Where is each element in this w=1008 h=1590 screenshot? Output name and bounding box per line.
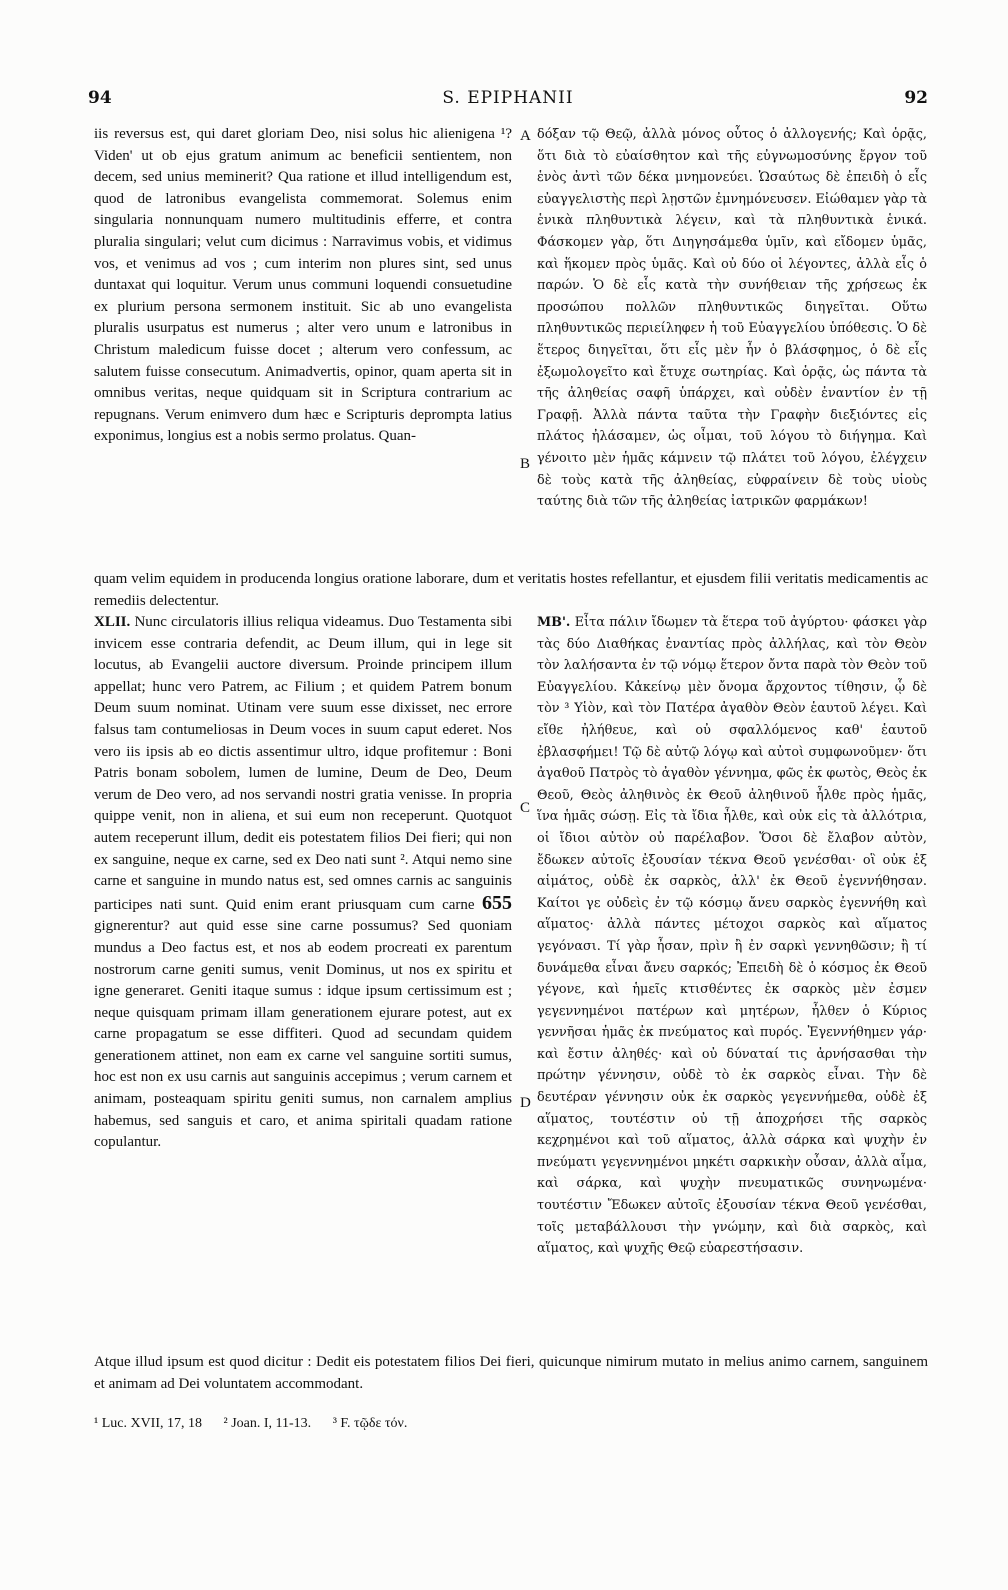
latin-paragraph-2 bbox=[94, 612, 512, 1154]
latin-paragraph: iis reversus est, qui daret gloriam Deo, nisi solus hic alienigena ¹? Viden' ut ob ejus gratum animum ac beneficii sentientem, non decem, sed unius meminerit? Qua ratione et illud intelligendum est, quod de latronibus evangelista commemorat. Solemus enim singularia nonnunquam numero multitudinis efferre, et contra pluralia singulari; velut cum dicimus : Narravimus vobis, et vidimus vos, et venimus ad vos ; cum interim non plures sint, sed unus duntaxat qui loquitur. Verum unus communi loquendi consuetudine ex plurium persona sermonem instituit. Sic ab uno evangelista pluralis usurpatus est numerus ; alter vero unum e latronibus in Christum maledicum fuisse docet ; alterum vero confessum, ac salutem fuisse consecutum. Animadvertis, opinor, quam aperta sit in omnibus veritas, neque quidquam sit in Scriptura contrarium ac repugnans. Verum enimvero dum hæc e Scripturis deprompta latius exponimus, longius est a nobis sermo prolatus. Quan- bbox=[94, 126, 512, 445]
section-number-greek: ΜΒ'. bbox=[537, 615, 571, 630]
latin-column-2 bbox=[94, 612, 512, 1154]
greek-paragraph-2 bbox=[537, 612, 927, 1260]
latin-spanning-line-2: Atque illud ipsum est quod dicitur : Dedit eis potestatem filios Dei fieri, quicunque nimirum mutato in melius animo carnem, sanguinem et animam ad Dei voluntatem accommodant. bbox=[94, 1354, 928, 1392]
footnote-2: ² Joan. I, 11-13. bbox=[223, 1416, 312, 1431]
margin-marker-a: A bbox=[520, 128, 531, 144]
greek-column-2 bbox=[537, 612, 927, 1260]
footnote-1: ¹ Luc. XVII, 17, 18 bbox=[94, 1416, 203, 1431]
section-number-latin: XLII. bbox=[94, 614, 131, 630]
margin-marker-b: B bbox=[520, 456, 531, 472]
page-number-right: 92 bbox=[904, 88, 928, 108]
latin-column-1 bbox=[94, 124, 512, 448]
latin-spanning-line-1: quam velim equidem in producenda longius oratione laborare, dum et veritatis hostes refellantur, et ejusdem filii veritatis medicamentis ac remediis delectentur. bbox=[94, 571, 928, 609]
column-number: 655 bbox=[482, 891, 512, 914]
running-header bbox=[88, 88, 928, 114]
margin-marker-c: C bbox=[520, 800, 531, 816]
greek-paragraph: δόξαν τῷ Θεῷ, ἀλλὰ μόνος οὗτος ὁ ἀλλογενής; Καὶ ὁρᾷς, ὅτι διὰ τὸ εὐαίσθητον καὶ τῆς εὐγνωμοσύνης ἔργον τοῦ ἑνὸς ἀντὶ τῶν δέκα μνημονεύει. Ὡσαύτως δὲ ἐπειδὴ ὁ εἷς εὐαγγελιστὴς περὶ λῃστῶν ἐμνημόνευσεν. Εἰώθαμεν γὰρ τὰ ἑνικὰ πληθυντικὰ λέγειν, καὶ τὰ πληθυντικὰ ἑνικά. Φάσκομεν γὰρ, ὅτι Διηγησάμεθα ὑμῖν, καὶ εἴδομεν ὑμᾶς, καὶ ἥκομεν πρὸς ὑμᾶς. Καὶ οὐ δύο οἱ λέγοντες, ἀλλὰ εἷς ὁ παρών. Ὁ δὲ εἷς κατὰ τὴν συνήθειαν τῆς χρήσεως ἐκ προσώπου πολλῶν πληθυντικῶς διηγεῖται. Οὕτω πληθυντικῶς περιείληφεν ἡ τοῦ Εὐαγγελίου ὑπόθεσις. Ὁ δὲ ἕτερος διηγεῖται, ὅτι εἷς μὲν ἦν ὁ βλάσφημος, ὁ δὲ εἷς ἐξωμολογεῖτο καὶ ἔτυχε σωτηρίας. Καὶ ὁρᾷς, ὡς πάντα τὰ τῆς ἀληθείας σαφῆ ὑπάρχει, καὶ οὐδὲν ἐναντίον ἐν τῇ Γραφῇ. Ἀλλὰ πάντα ταῦτα τὴν Γραφὴν διεξιόντες εἰς πλάτος ἠλάσαμεν, ὡς οἶμαι, τοῦ λόγου τὸ διήγημα. Καὶ γένοιτο μὲν ἡμᾶς κάμνειν τῷ πλάτει τοῦ λόγου, ἐλέγχειν δὲ τοὺς κατὰ τῆς ἀληθείας, εὐφραίνειν δὲ τοὺς υἱοὺς ταύτης διὰ τῶν τῆς ἀληθείας ἰατρικῶν φαρμάκων! bbox=[537, 127, 927, 510]
page-title: S. EPIPHANII bbox=[442, 88, 574, 108]
greek-column-1 bbox=[537, 124, 927, 513]
latin-text-tail: gignerentur? aut quid esse sine carne possumus? Sed quoniam mundus a Deo factus est, et nos ab eodem procreati ex parentum nostrorum carne geniti sumus, venit Dominus, ut nos ex spiritu et igne generaret. Geniti itaque sumus : idque ipsum certissimum est ; neque quisquam primam illam generationem ejurare potest, aut ex carne propagatum se esse diffiteri. Quod ad secundam quidem generationem attinet, non eam ex carne vel sanguine sortiti sumus, hoc est non ex usu carnis aut sanguinis accepimus ; verum carnem et animam, posteaquam spiritu geniti sumus, non carnalem amplius habemus, sed sanguis et caro, et anima spiritali quadam ratione copulantur. bbox=[94, 918, 512, 1151]
footnote-3: ³ F. τῷδε τόν. bbox=[332, 1416, 408, 1431]
latin-text: Nunc circulatoris illius reliqua videamus. Duo Testamenta sibi invicem esse contraria defendit, ac Deum illum, qui in lege sit locutus, ab Evangelii auctore diversum. Proinde principem illum appellat; hunc vero Patrem, ac Filium ; et quidem Patrem bonum Deum suum nominat. Utinam vere suum esse dixisset, nec errore falsus tam contumeliosas in Deum voces in suum caput ederet. Nos vero iis ipsis ab eo dictis assentimur ultro, idque profitemur : Boni Patris bonam sobolem, lumen de lumine, Deum de Deo, Deum verum de Deo vero, ad nos servandi nostri gratia venisse. In propria quippe venit, non in aliena, et sui eum non receperunt. Quotquot autem receperunt illum, dedit eis potestatem filios Dei fieri; qui non ex sanguine, neque ex carne, sed ex Deo nati sunt ². Atqui nemo sine carne et sanguine in mundo natus est, sed omnes carnis ac sanguinis participes nati sunt. Quid enim erant priusquam cum carne bbox=[94, 614, 513, 913]
footnotes bbox=[94, 1416, 928, 1432]
greek-text: Εἶτα πάλιν ἴδωμεν τὰ ἕτερα τοῦ ἀγύρτου· φάσκει γὰρ τὰς δύο Διαθήκας ἐναντίας πρὸς ἀλλήλας, καὶ τὸν Θεὸν τὸν λαλήσαντα ἐν τῷ νόμῳ ἕτερον ὄντα παρὰ τὸν Θεὸν τοῦ Εὐαγγελίου. Κἀκείνῳ μὲν ὄνομα ἄρχοντος τίθησιν, ᾧ δὲ τὸν ³ Υἱὸν, καὶ τὸν Πατέρα ἀγαθὸν Θεὸν ἑαυτοῦ λέγει. Καὶ εἴθε ἠλήθευε, καὶ οὐ σφαλλόμενος καθ' ἑαυτοῦ ἐβλασφήμει! Τῷ δὲ αὐτῷ λόγῳ καὶ αὐτοὶ συμφωνοῦμεν· ὅτι ἀγαθοῦ Πατρὸς τὸ ἀγαθὸν γέννημα, φῶς ἐκ φωτὸς, Θεὸς ἐκ Θεοῦ, Θεὸς ἀληθινὸς ἐκ Θεοῦ ἀληθινοῦ ἦλθε πρὸς ἡμᾶς, ἵνα ἡμᾶς σώσῃ. Εἰς τὰ ἴδια ἦλθε, καὶ οὐκ εἰς τὰ ἀλλότρια, οἱ ἴδιοι αὐτὸν οὐ παρέλαβον. Ὅσοι δὲ ἔλαβον αὐτὸν, ἔδωκεν αὐτοῖς ἐξουσίαν τέκνα Θεοῦ γενέσθαι· οἳ οὐκ ἐξ αἱμάτος, οὐδὲ ἐκ σαρκὸς, ἀλλ' ἐκ Θεοῦ ἐγεννήθησαν. Καίτοι γε οὐδεὶς ἐν τῷ κόσμῳ ἄνευ σαρκὸς ἐγεννήθη καὶ αἵματος· ἀλλὰ πάντες μέτοχοι σαρκὸς καὶ αἵματος γεγόνασι. Τί γὰρ ἦσαν, πρὶν ἢ ἐν σαρκὶ γεννηθῶσιν; ἢ τί δυνάμεθα εἶναι ἄνευ σαρκός; Ἐπειδὴ δὲ ὁ κόσμος ἐκ Θεοῦ γέγονε, καὶ ἡμεῖς κτισθέντες ἐκ σαρκὸς μὲν ἐσμεν γεγεννημένοι πατέρων καὶ μητέρων, ἦλθεν ὁ Κύριος γεννῆσαι ἡμᾶς ἐκ πνεύματος καὶ πυρός. Ἐγεννήθημεν γάρ· καὶ ἔστιν ἀληθές· καὶ οὐ δύναταί τις ἀρνήσασθαι τὴν πρώτην γέννησιν, οὐδὲ τὸ ἐκ σαρκὸς εἶναι. Τὴν δὲ δευτέραν γέννησιν οὐκ ἐκ σαρκὸς γεγεννήμεθα, οὐδὲ ἐξ αἵματος, τουτέστιν οὐ τῇ ἀποχρήσει τῆς σαρκὸς κεχρημένοι καὶ τοῦ αἵματος, ἀλλὰ σάρκα καὶ ψυχὴν ἐν πνεύματι γεγεννημένοι μηκέτι σαρκικὴν οὖσαν, ἀλλὰ αἷμα, καὶ σάρκα, καὶ ψυχὴν πνευματικῶς συνηνωμένα· τουτέστιν Ἔδωκεν αὐτοῖς ἐξουσίαν τέκνα Θεοῦ γενέσθαι, τοῖς μεταβάλλουσι τὴν γνώμην, καὶ διὰ σαρκὸς, καὶ αἵματος, καὶ ψυχῆς Θεῷ εὐαρεστήσασιν. bbox=[537, 615, 927, 1257]
margin-marker-d: D bbox=[520, 1095, 531, 1111]
page-number-left: 94 bbox=[88, 88, 112, 108]
